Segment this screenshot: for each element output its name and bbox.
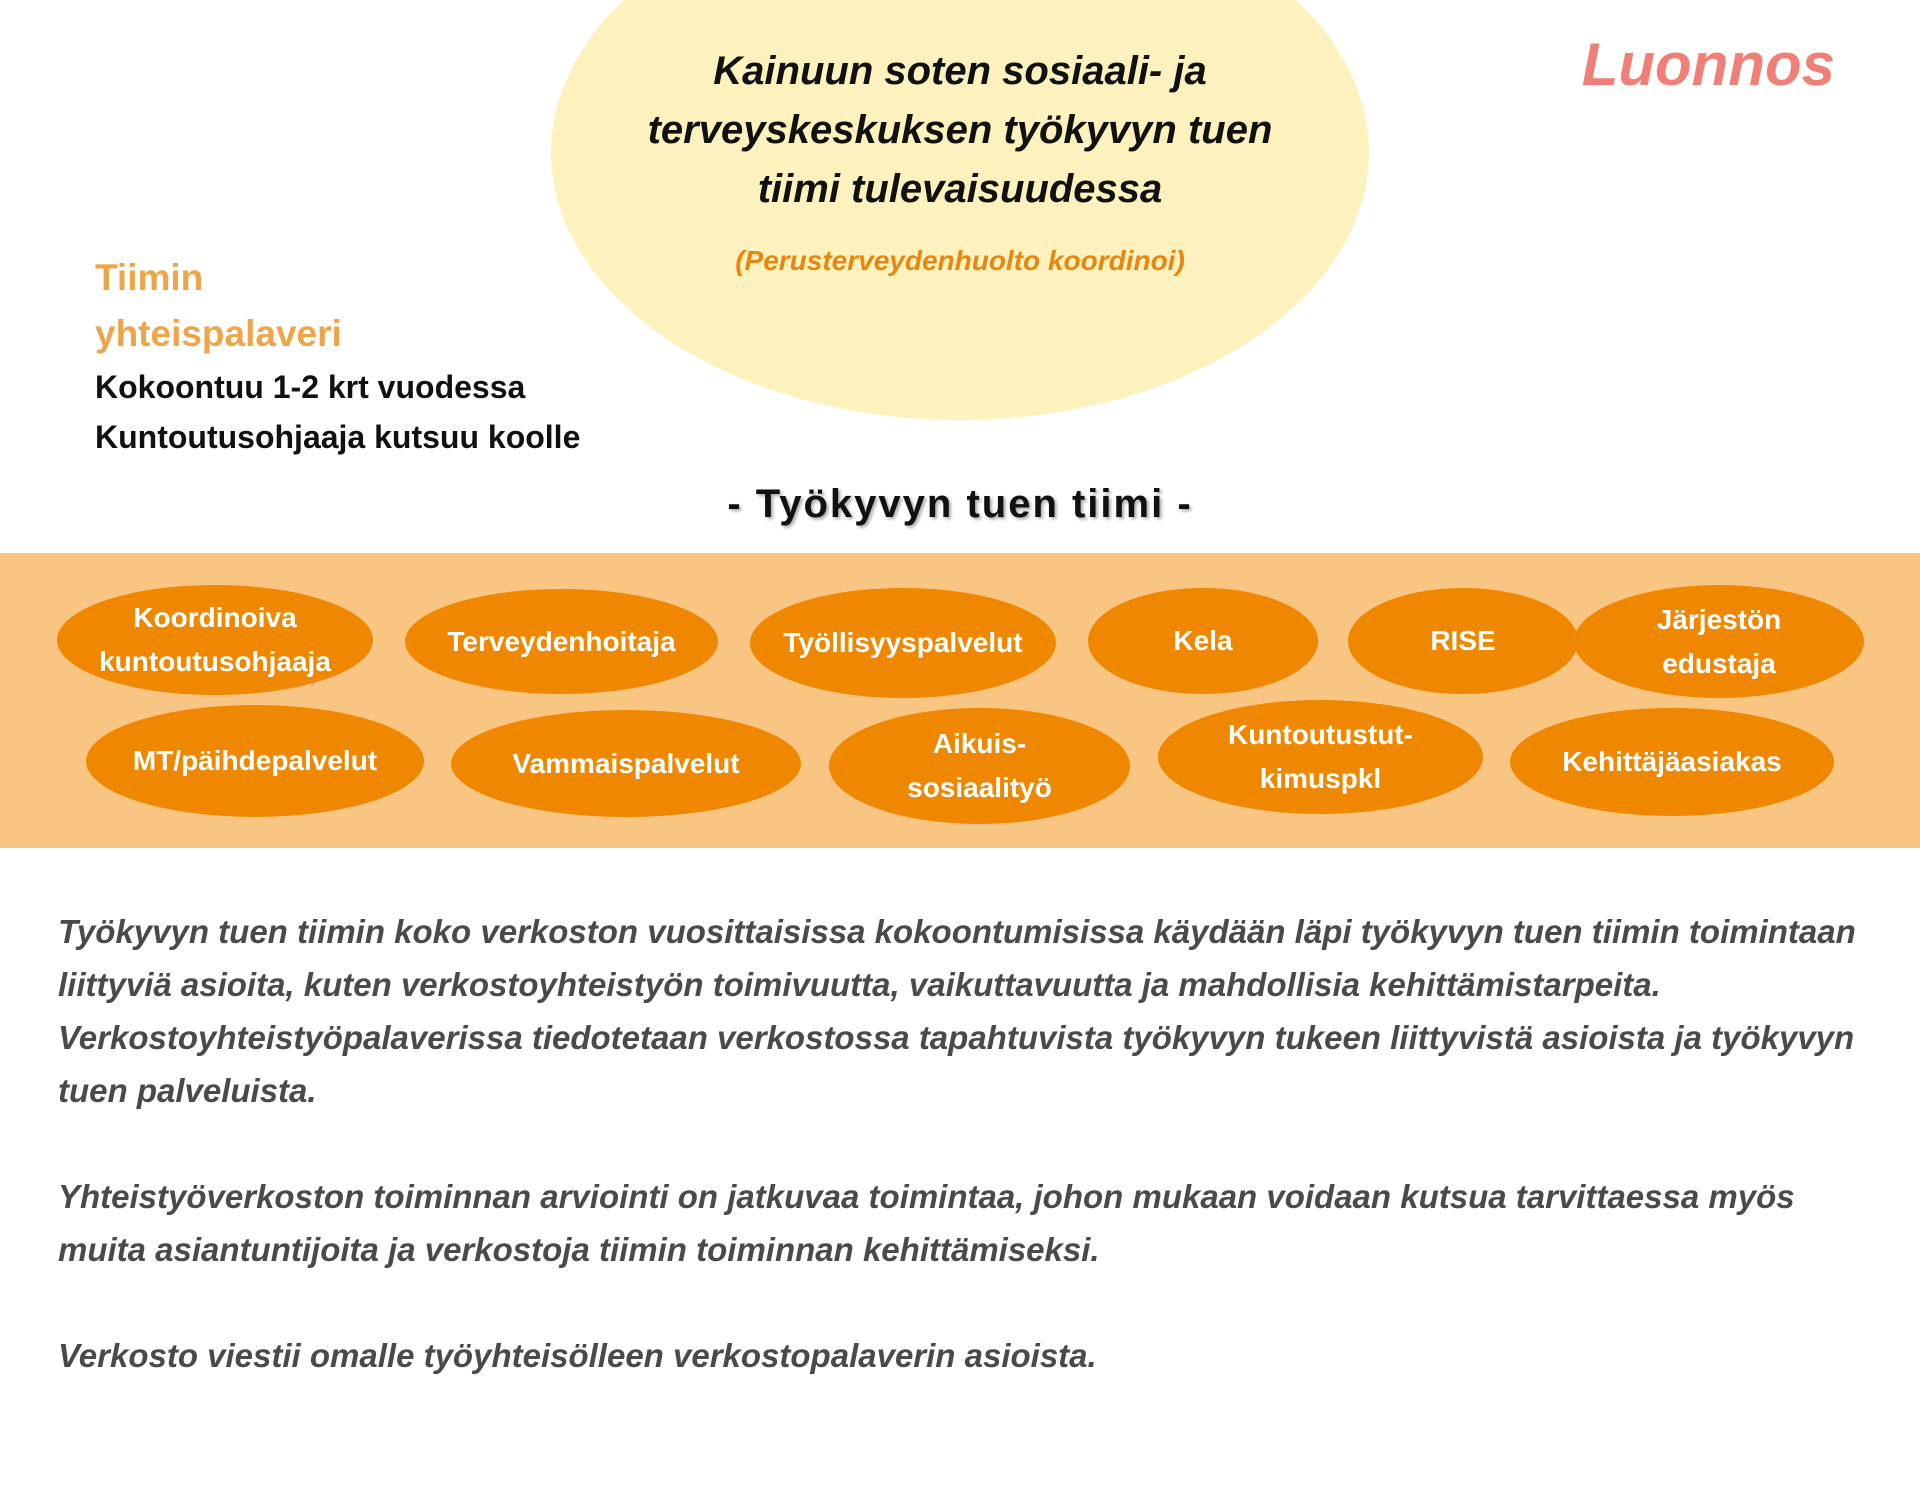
meeting-title: Tiimin yhteispalaveri <box>95 257 342 354</box>
team-member-kela: Kela <box>1088 588 1318 694</box>
team-member-aikuissosiaalityo: Aikuis- sosiaalityö <box>829 708 1130 824</box>
team-member-rise: RISE <box>1348 588 1578 694</box>
team-member-tyollisyyspalvelut: Työllisyyspalvelut <box>750 588 1056 698</box>
team-member-mt-paihdepalvelut: MT/päihdepalvelut <box>86 705 424 817</box>
meeting-info <box>95 250 655 462</box>
team-member-jarjeston-edustaja: Järjestön edustaja <box>1574 585 1864 698</box>
coordinator-note: (Perusterveydenhuolto koordinoi) <box>735 245 1185 276</box>
team-heading: - Työkyvyn tuen tiimi - <box>727 482 1193 526</box>
team-member-koordinoiva-kuntoutusohjaaja: Koordinoiva kuntoutusohjaaja <box>57 585 373 695</box>
description-paragraph: Yhteistyöverkoston toiminnan arviointi on jatkuvaa toimintaa, johon mukaan voidaan kutsua tarvittaessa myös muita asiantuntijoita ja verkostoja tiimin toiminnan kehittämiseksi. <box>58 1178 1795 1268</box>
team-member-kuntoutustutkimuspkl: Kuntoutustut- kimuspkl <box>1158 700 1483 814</box>
meeting-frequency: Kokoontuu 1-2 krt vuodessa <box>95 369 526 405</box>
description <box>58 905 1878 1435</box>
page-title: Kainuun soten sosiaali- ja terveyskeskuksen työkyvyn tuen tiimi tulevaisuudessa <box>647 49 1273 211</box>
team-member-vammaispalvelut: Vammaispalvelut <box>451 710 801 817</box>
description-paragraph: Työkyvyn tuen tiimin koko verkoston vuosittaisissa kokoontumisissa käydään läpi työkyvyn tuen tiimin toimintaan liittyviä asioita, kuten verkostoyhteistyön toimivuutta, vaikuttavuutta ja mahdollisia kehittämistarpeita. Verkostoyhteistyöpalaverissa tiedotetaan verkostossa tapahtuvista työkyvyn tukeen liittyvistä asioista ja työkyvyn tuen palveluista. <box>58 913 1856 1109</box>
draft-label: Luonnos <box>1581 31 1835 98</box>
team-member-terveydenhoitaja: Terveydenhoitaja <box>405 589 718 694</box>
description-paragraph: Verkosto viestii omalle työyhteisölleen verkostopalaverin asioista. <box>58 1337 1097 1374</box>
team-member-kehittajaasiakas: Kehittäjäasiakas <box>1510 708 1834 816</box>
meeting-organizer: Kuntoutusohjaaja kutsuu koolle <box>95 419 581 455</box>
